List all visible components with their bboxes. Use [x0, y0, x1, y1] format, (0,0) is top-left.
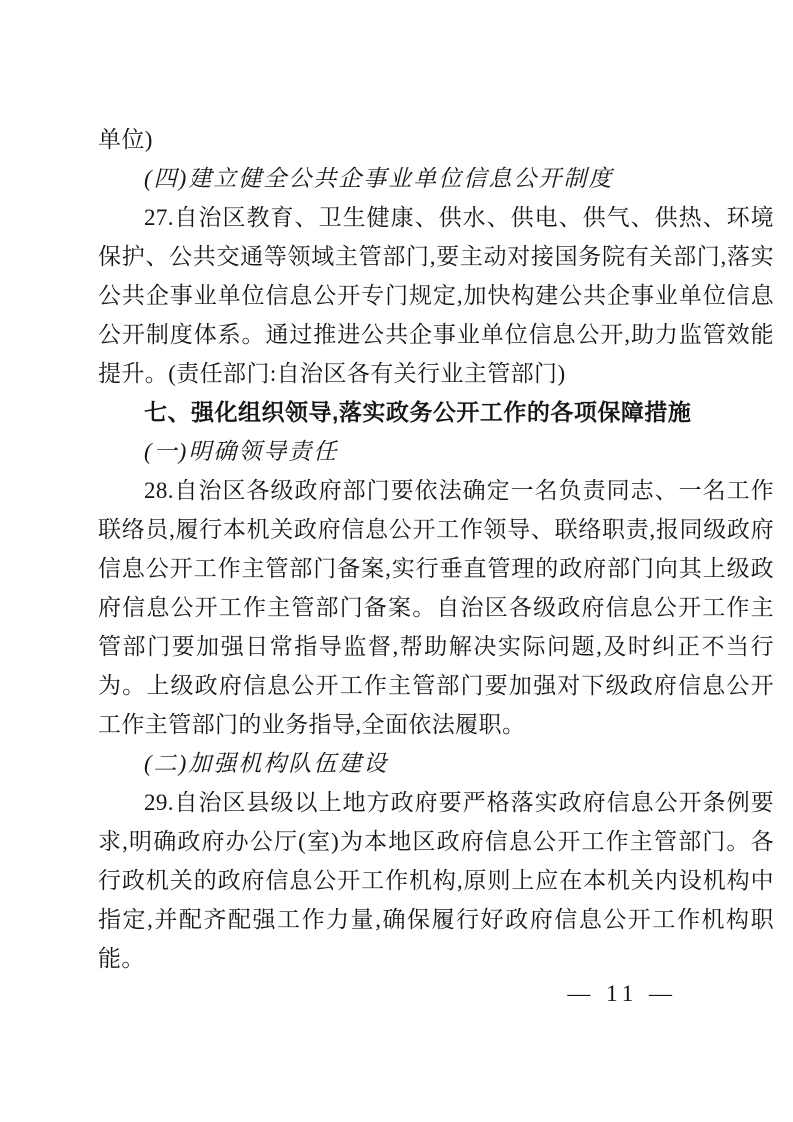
section-heading-7: 七、强化组织领导,落实政务公开工作的各项保障措施	[144, 399, 692, 425]
page-footer	[567, 974, 677, 1013]
subsection-heading-4: (四)建立健全公共企事业单位信息公开制度	[144, 166, 614, 191]
paragraph-29: 29.自治区县级以上地方政府要严格落实政府信息公开条例要求,明确政府办公厅(室)为本地区政府信息公开工作主管部门。各行政机关的政府信息公开工作机构,原则上应在本机关内设机构中指定,并配齐配强工作力量,确保履行好政府信息公开工作机构职能。	[98, 790, 774, 971]
page-number: — 11 —	[567, 981, 677, 1006]
paragraph-27: 27.自治区教育、卫生健康、供水、供电、供气、供热、环境保护、公共交通等领域主管部门,要主动对接国务院有关部门,落实公共企事业单位信息公开专门规定,加快构建公共企事业单位信息公开制度体系。通过推进公共企事业单位信息公开,助力监管效能提升。(责任部门:自治区各有关行业主管部门)	[98, 205, 774, 386]
document-content	[98, 120, 774, 978]
paragraph-continuation: 单位)	[98, 127, 153, 152]
subsection-heading-2: (二)加强机构队伍建设	[144, 751, 389, 776]
subsection-heading-1: (一)明确领导责任	[144, 439, 339, 464]
paragraph-28: 28.自治区各级政府部门要依法确定一名负责同志、一名工作联络员,履行本机关政府信息公开工作领导、联络职责,报同级政府信息公开工作主管部门备案,实行垂直管理的政府部门向其上级政府信息公开工作主管部门备案。自治区各级政府信息公开工作主管部门要加强日常指导监督,帮助解决实际问题,及时纠正不当行为。上级政府信息公开工作主管部门要加强对下级政府信息公开工作主管部门的业务指导,全面依法履职。	[98, 478, 774, 737]
